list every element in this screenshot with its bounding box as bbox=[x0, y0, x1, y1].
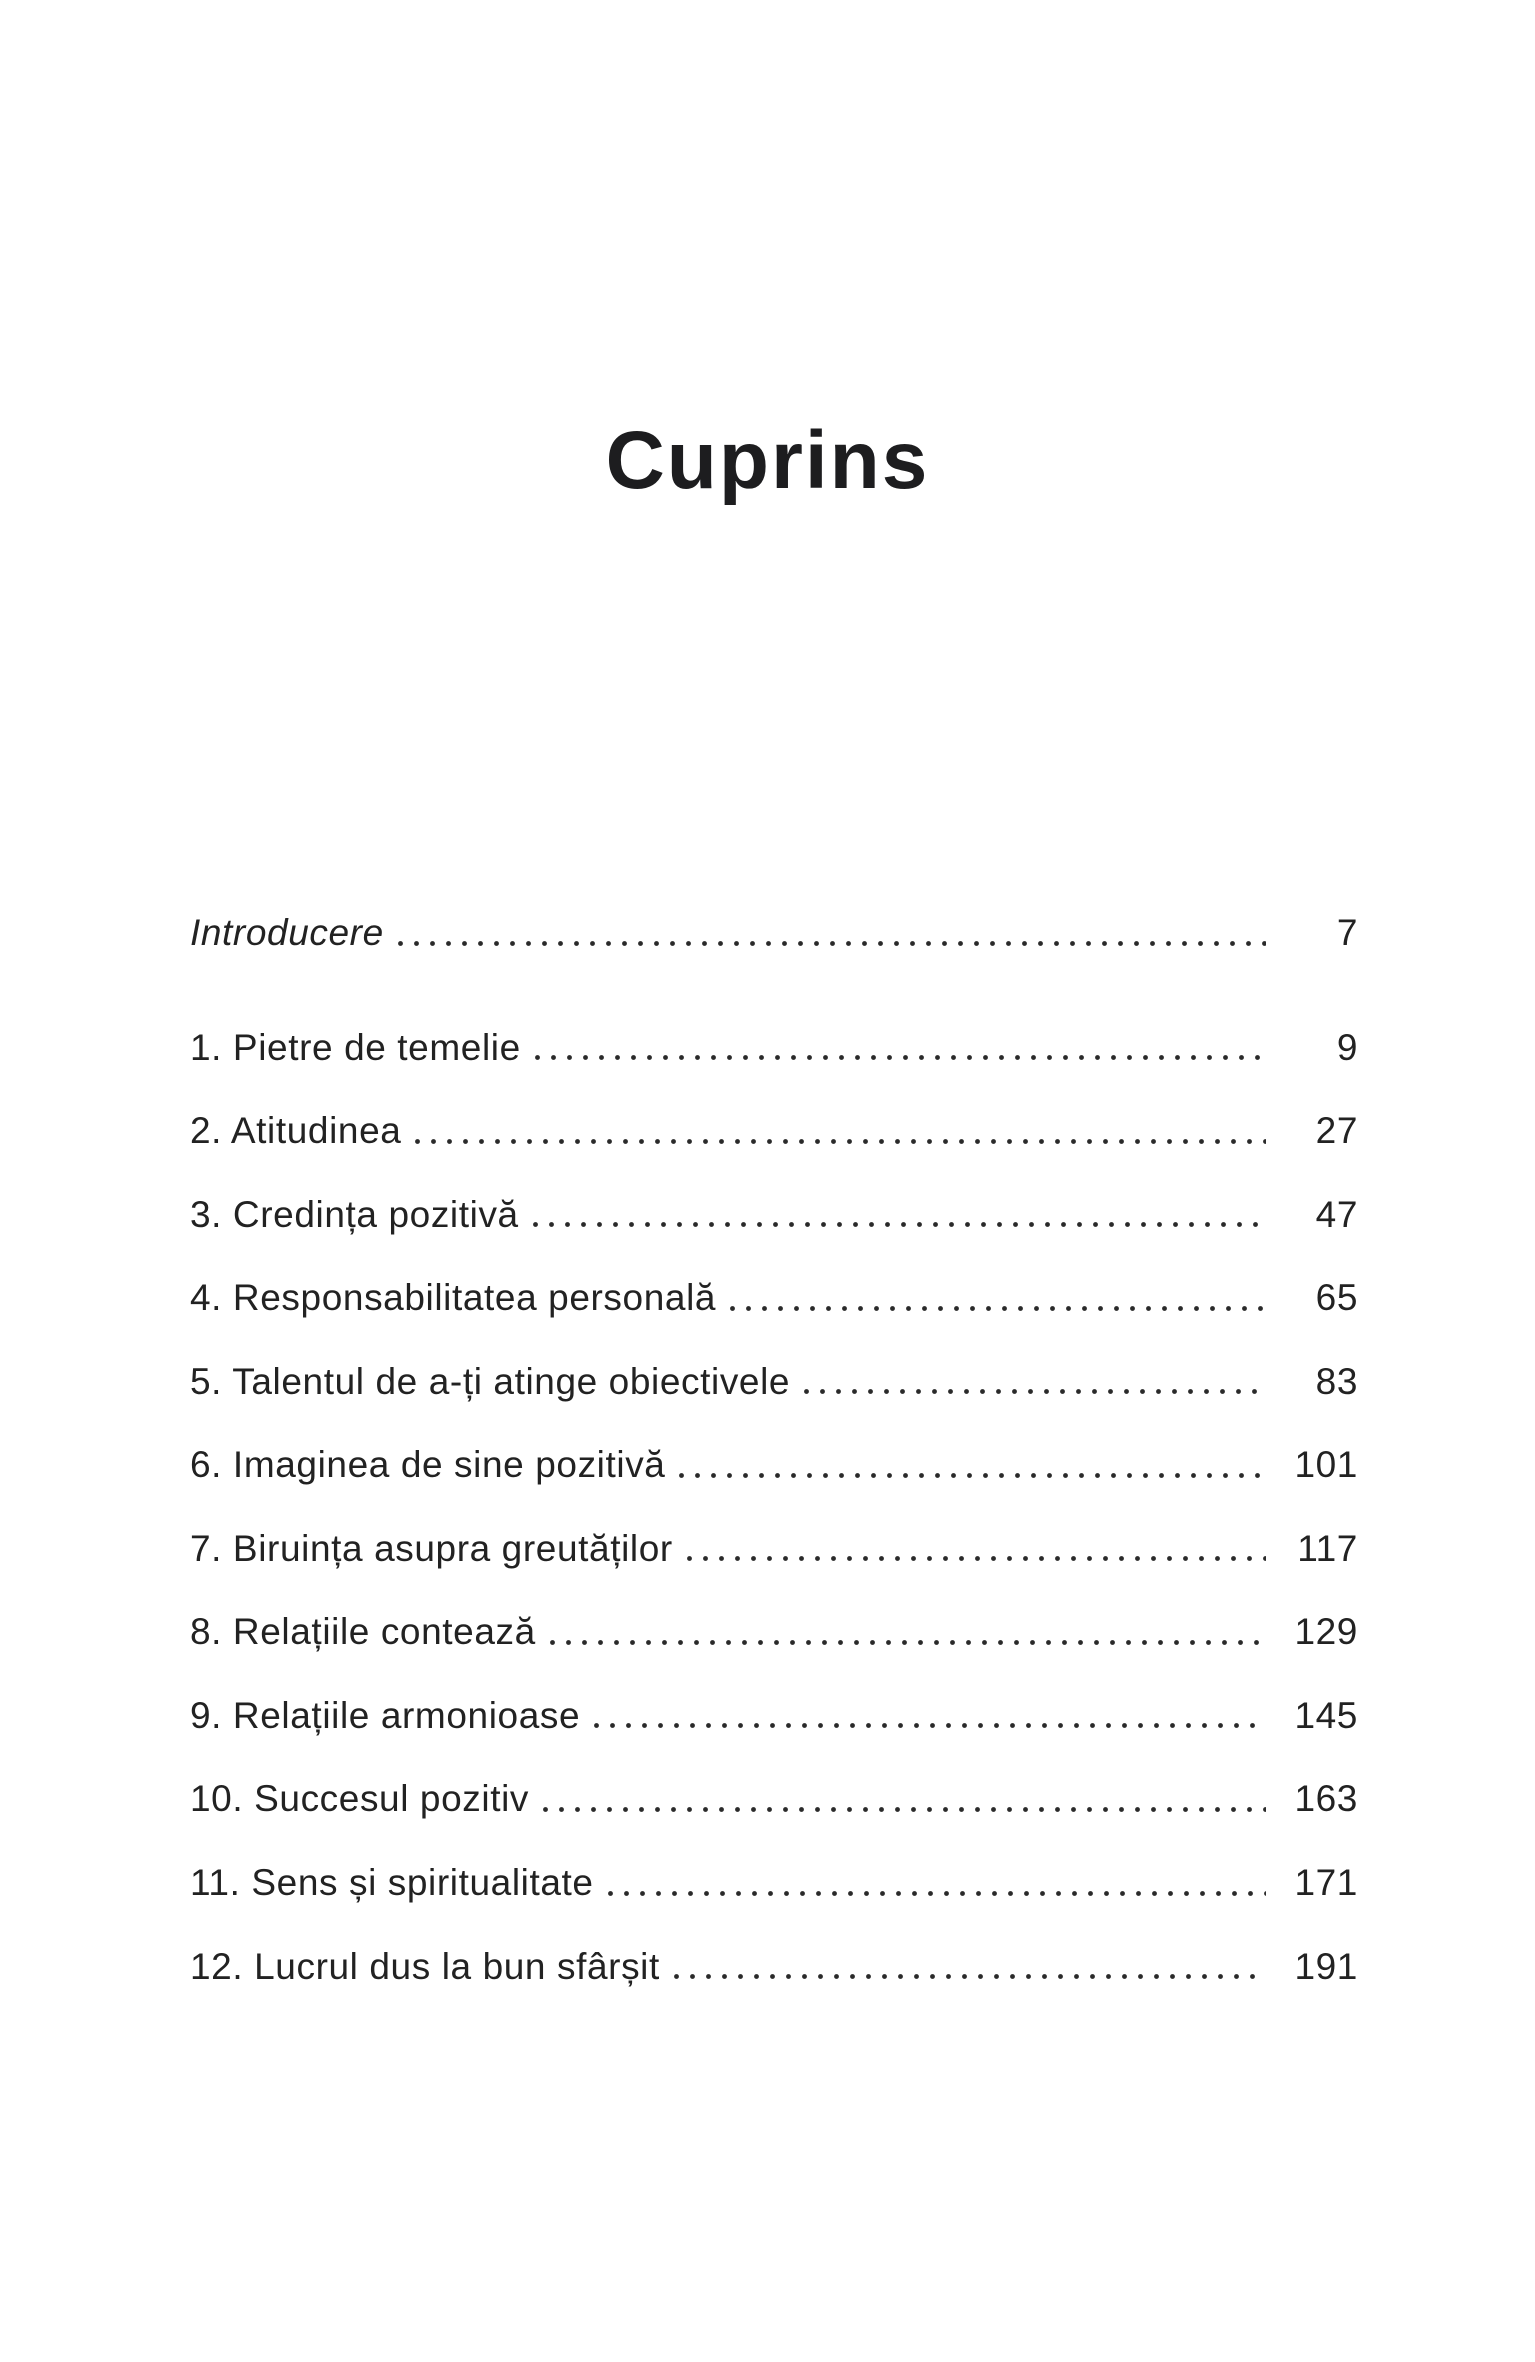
toc-entry-label: 8. Relațiile contează bbox=[190, 1611, 536, 1653]
toc-entry-label: 9. Relațiile armonioase bbox=[190, 1694, 581, 1736]
toc-row bbox=[190, 1862, 1358, 1905]
toc-row bbox=[190, 1778, 1358, 1821]
toc-entry-label: 12. Lucrul dus la bun sfârșit bbox=[190, 1945, 660, 1987]
dot-leader bbox=[608, 1891, 1266, 1896]
toc-row bbox=[190, 1695, 1358, 1738]
toc-entry-label: 4. Responsabilitatea personală bbox=[190, 1277, 717, 1319]
page-title: Cuprins bbox=[605, 415, 930, 506]
toc-entry-page-number: 101 bbox=[1294, 1444, 1358, 1486]
dot-leader bbox=[594, 1723, 1266, 1728]
toc-entry-page-number: 7 bbox=[1336, 912, 1358, 953]
toc-entry-page-number: 117 bbox=[1297, 1527, 1358, 1569]
toc-entry-page-number: 163 bbox=[1294, 1778, 1358, 1820]
toc-row bbox=[190, 1611, 1358, 1654]
toc-entry-label: 1. Pietre de temelie bbox=[190, 1026, 521, 1068]
toc-entry-page-number: 129 bbox=[1294, 1611, 1358, 1653]
toc-row bbox=[190, 1361, 1358, 1404]
toc-entry-label: 3. Credința pozitivă bbox=[190, 1193, 519, 1235]
dot-leader bbox=[550, 1640, 1266, 1645]
toc-list bbox=[0, 912, 1535, 1988]
toc-entry-page-number: 9 bbox=[1336, 1026, 1358, 1068]
dot-leader bbox=[535, 1055, 1266, 1060]
toc-entry-label: Introducere bbox=[190, 912, 384, 953]
toc-row bbox=[190, 1277, 1358, 1320]
toc-entry-page-number: 191 bbox=[1294, 1945, 1358, 1987]
toc-entry-label: 2. Atitudinea bbox=[190, 1110, 402, 1152]
dot-leader bbox=[415, 1139, 1266, 1144]
dot-leader bbox=[398, 941, 1266, 946]
toc-entry-page-number: 171 bbox=[1294, 1862, 1358, 1904]
toc-entry-label: 10. Succesul pozitiv bbox=[190, 1778, 530, 1820]
toc-entry-page-number: 83 bbox=[1315, 1360, 1358, 1402]
dot-leader bbox=[674, 1974, 1266, 1979]
toc-entry-page-number: 47 bbox=[1315, 1193, 1358, 1235]
dot-leader bbox=[730, 1306, 1266, 1311]
toc-row bbox=[190, 1946, 1358, 1989]
dot-leader bbox=[687, 1556, 1266, 1561]
toc-row bbox=[190, 1444, 1358, 1487]
toc-entry-page-number: 27 bbox=[1315, 1110, 1358, 1152]
toc-entry-page-number: 65 bbox=[1315, 1277, 1358, 1319]
toc-entry-label: 6. Imaginea de sine pozitivă bbox=[190, 1444, 666, 1486]
toc-row bbox=[190, 1528, 1358, 1571]
dot-leader bbox=[533, 1222, 1266, 1227]
dot-leader bbox=[543, 1807, 1266, 1812]
toc-row bbox=[190, 1110, 1358, 1153]
toc-row bbox=[190, 912, 1358, 955]
toc-entry-label: 11. Sens și spiritualitate bbox=[190, 1862, 594, 1904]
toc-row bbox=[190, 1027, 1358, 1070]
toc-row bbox=[190, 1194, 1358, 1237]
toc-entry-page-number: 145 bbox=[1294, 1694, 1358, 1736]
dot-leader bbox=[804, 1389, 1266, 1394]
dot-leader bbox=[679, 1473, 1266, 1478]
toc-entry-label: 7. Biruința asupra greutăților bbox=[190, 1527, 673, 1569]
toc-entry-label: 5. Talentul de a-ți atinge obiectivele bbox=[190, 1360, 791, 1402]
